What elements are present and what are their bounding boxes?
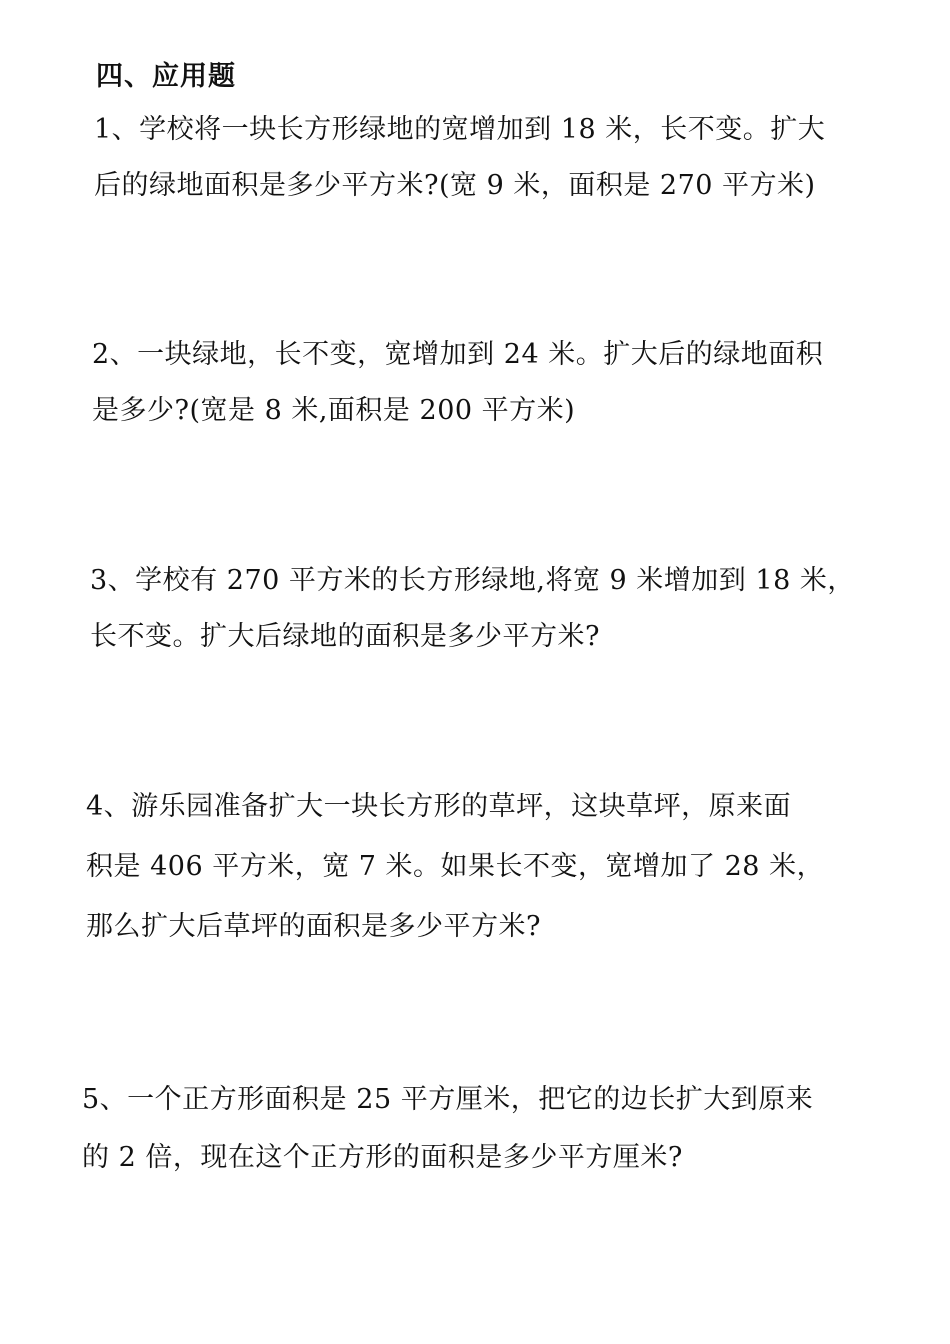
question-4-line-3: 那么扩大后草坪的面积是多少平方米? xyxy=(86,911,541,942)
question-3 xyxy=(90,553,855,665)
question-5-line-1: 5、一个正方形面积是 25 平方厘米，把它的边长扩大到原来 xyxy=(82,1084,814,1115)
question-1-line-2: 后的绿地面积是多少平方米?(宽 9 米，面积是 270 平方米) xyxy=(94,170,816,201)
question-1-line-1: 1、学校将一块长方形绿地的宽增加到 18 米，长不变。扩大 xyxy=(94,114,826,145)
question-4-line-1: 4、游乐园准备扩大一块长方形的草坪，这块草坪，原来面 xyxy=(86,791,792,822)
section-title: 四、应用题 xyxy=(96,61,236,92)
question-5 xyxy=(82,1071,822,1187)
question-1 xyxy=(94,102,834,214)
question-2 xyxy=(92,327,832,439)
question-5-line-2: 的 2 倍，现在这个正方形的面积是多少平方厘米? xyxy=(82,1142,683,1173)
question-3-line-2: 长不变。扩大后绿地的面积是多少平方米? xyxy=(90,621,600,652)
question-3-line-1: 3、学校有 270 平方米的长方形绿地,将宽 9 米增加到 18 米， xyxy=(90,565,855,596)
question-2-line-2: 是多少?(宽是 8 米,面积是 200 平方米) xyxy=(92,395,576,426)
question-2-line-1: 2、一块绿地，长不变，宽增加到 24 米。扩大后的绿地面积 xyxy=(92,339,824,370)
question-4-line-2: 积是 406 平方米，宽 7 米。如果长不变，宽增加了 28 米， xyxy=(86,851,825,882)
question-4 xyxy=(86,777,826,957)
